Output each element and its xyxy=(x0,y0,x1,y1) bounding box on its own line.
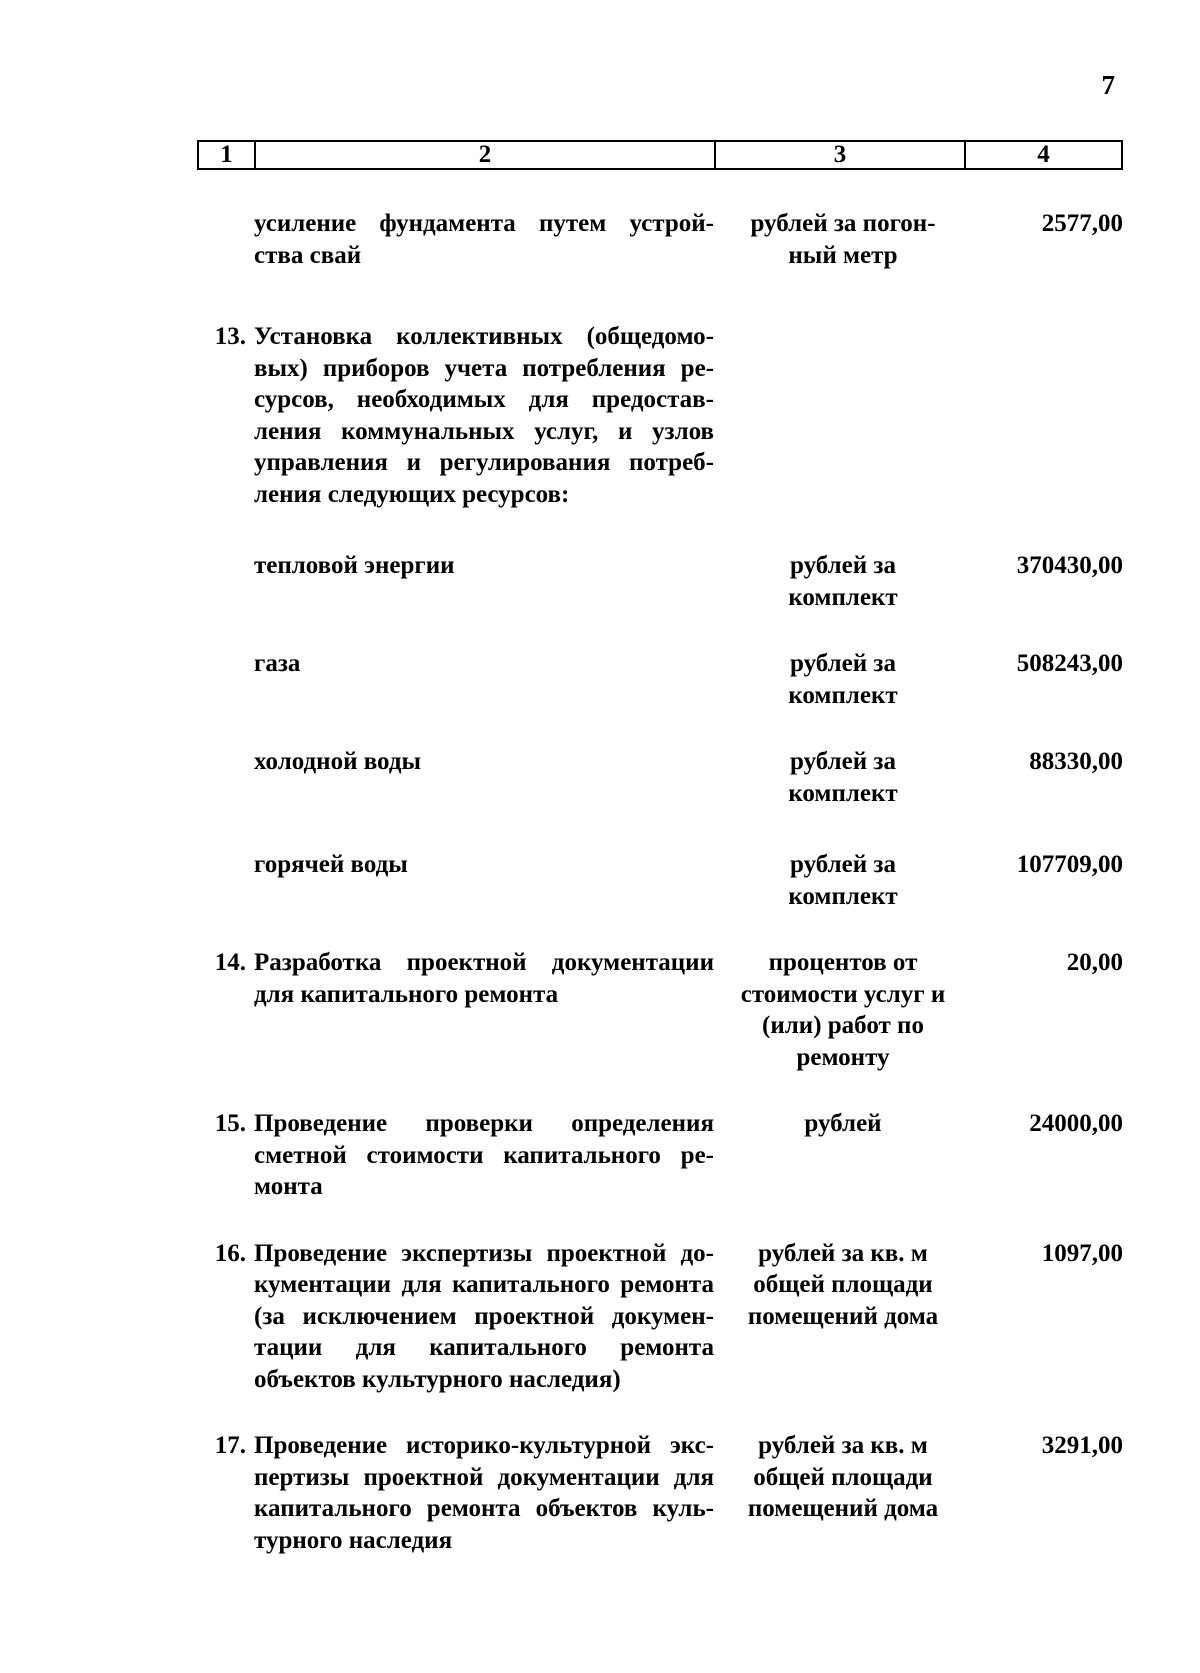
row-number xyxy=(197,550,254,613)
row-name: усиление фундамента путем устрой- ства свай xyxy=(254,210,714,269)
row-value: 3291,00 xyxy=(1041,1432,1123,1459)
column-header-table xyxy=(197,140,1123,170)
row-value: 107709,00 xyxy=(1016,851,1123,878)
row-name: Проведение историко-культурной экс- пертизы проектной документации для капитального ремонта объектов куль- турного наследия xyxy=(254,1432,714,1554)
column-header-1: 1 xyxy=(199,142,256,168)
row-unit: рублей за кв. м общей площади помещений дома xyxy=(747,1432,939,1522)
row-value: 20,00 xyxy=(1066,949,1123,976)
row-number: 15. xyxy=(214,1110,246,1137)
row-value: 24000,00 xyxy=(1029,1110,1123,1137)
row-number: 17. xyxy=(214,1432,246,1459)
row-name: Проведение проверки определения сметной стоимости капитального ре- монта xyxy=(254,1110,714,1200)
row-number xyxy=(197,849,254,912)
row-name: Проведение экспертизы проектной до- кументации для капитального ремонта (за исключением проектной докумен- тации для капитального ремонта объектов культурного наследия) xyxy=(254,1239,714,1393)
table-row xyxy=(197,849,1123,912)
column-header-2: 2 xyxy=(256,142,716,168)
row-unit: рублей за погон- ный метр xyxy=(750,210,936,269)
table-row xyxy=(197,1238,1123,1396)
row-value: 508243,00 xyxy=(1016,650,1123,677)
row-value: 2577,00 xyxy=(1041,210,1123,237)
table-row xyxy=(197,208,1123,271)
table-body xyxy=(197,208,1123,1556)
row-number: 13. xyxy=(214,323,246,350)
row-unit xyxy=(714,321,964,510)
row-name: Установка коллективных (общедомо- вых) приборов учета потребления ре- сурсов, необходимых для предостав- ления коммунальных услуг, и узлов управления и регулирования потреб- ления следующих ресурсов: xyxy=(254,323,714,508)
column-header-4: 4 xyxy=(1037,141,1050,168)
page-number: 7 xyxy=(1101,70,1115,100)
table-row xyxy=(197,648,1123,711)
table-row xyxy=(197,321,1123,510)
row-value: 370430,00 xyxy=(1016,552,1123,579)
row-name: холодной воды xyxy=(254,748,422,775)
column-header-3: 3 xyxy=(716,142,966,168)
row-unit: рублей за кв. м общей площади помещений дома xyxy=(747,1239,939,1330)
table-row xyxy=(197,1430,1123,1556)
row-number xyxy=(197,648,254,711)
row-unit: рублей за комплект xyxy=(788,552,898,611)
row-name: горячей воды xyxy=(254,851,408,878)
row-value: 1097,00 xyxy=(1041,1239,1123,1267)
row-name: газа xyxy=(254,650,301,677)
row-number: 14. xyxy=(214,949,246,976)
row-number xyxy=(197,746,254,809)
row-unit: процентов от стоимости услуг и (или) работ по ремонту xyxy=(740,949,946,1071)
table-row xyxy=(197,746,1123,809)
row-number xyxy=(197,208,254,271)
row-name: тепловой энергии xyxy=(254,552,455,579)
row-unit: рублей за комплект xyxy=(788,748,898,807)
row-value: 88330,00 xyxy=(1029,748,1123,775)
row-unit: рублей за комплект xyxy=(788,851,898,910)
table-row xyxy=(197,947,1123,1073)
row-unit: рублей за комплект xyxy=(788,650,898,709)
row-number: 16. xyxy=(214,1239,246,1267)
row-unit: рублей xyxy=(804,1110,882,1137)
table-row xyxy=(197,1108,1123,1203)
row-value xyxy=(964,321,1123,510)
row-name: Разработка проектной документации для капитального ремонта xyxy=(254,949,714,1008)
table-row xyxy=(197,550,1123,613)
